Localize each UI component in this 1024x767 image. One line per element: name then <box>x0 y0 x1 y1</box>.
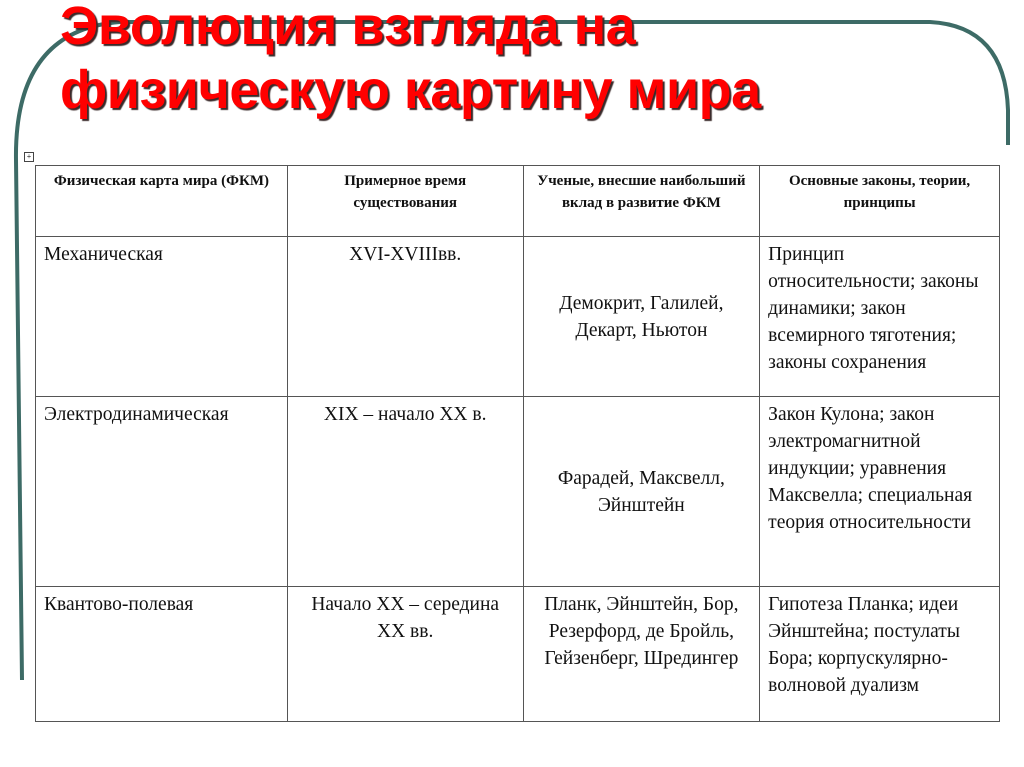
slide-title <box>60 0 761 122</box>
table-move-handle-icon[interactable]: + <box>24 152 34 162</box>
laws-cell: Гипотеза Планка; идеи Эйнштейна; постулаты Бора; корпускулярно-волновой дуализм <box>760 587 1000 722</box>
header-cell: Основные законы, теории, принципы <box>760 166 1000 237</box>
laws-cell: Закон Кулона; закон электромагнитной индукции; уравнения Максвелла; специальная теория относительности <box>760 397 1000 587</box>
header-cell: Примерное время существования <box>287 166 523 237</box>
header-cell: Ученые, внесшие наибольший вклад в развитие ФКМ <box>523 166 760 237</box>
map-cell: Электродинамическая <box>36 397 288 587</box>
scientists-cell: Фарадей, Максвелл, Эйнштейн <box>523 397 760 587</box>
fkm-table <box>35 165 1000 722</box>
table-row <box>36 397 1000 587</box>
header-cell: Физическая карта мира (ФКМ) <box>36 166 288 237</box>
table-row <box>36 587 1000 722</box>
map-cell: Квантово-полевая <box>36 587 288 722</box>
scientists-cell: Планк, Эйнштейн, Бор, Резерфорд, де Бройль, Гейзенберг, Шредингер <box>523 587 760 722</box>
laws-cell: Принцип относительности; законы динамики; закон всемирного тяготения; законы сохранения <box>760 237 1000 397</box>
table-row <box>36 237 1000 397</box>
map-cell: Механическая <box>36 237 288 397</box>
scientists-cell: Демокрит, Галилей, Декарт, Ньютон <box>523 237 760 397</box>
title-line-1: Эволюция взгляда на <box>60 0 636 56</box>
time-cell: XVI-XVIIIвв. <box>287 237 523 397</box>
header-row <box>36 166 1000 237</box>
time-cell: XIX – начало XX в. <box>287 397 523 587</box>
title-line-2: физическую картину мира <box>60 60 761 120</box>
time-cell: Начало XX – середина XX вв. <box>287 587 523 722</box>
